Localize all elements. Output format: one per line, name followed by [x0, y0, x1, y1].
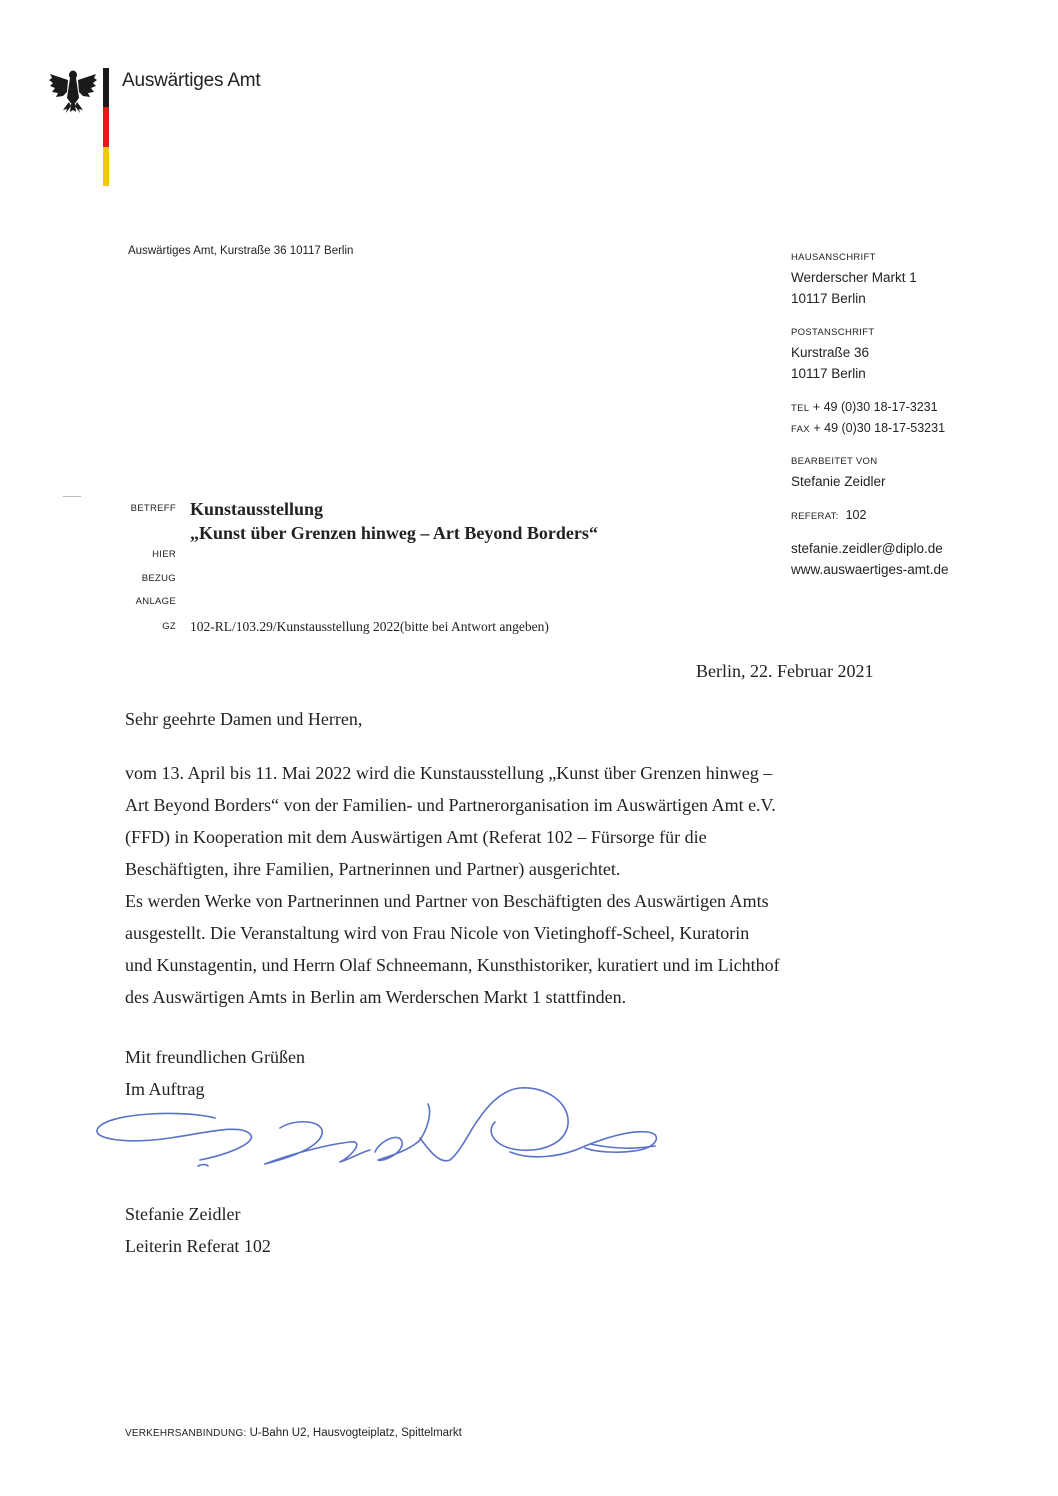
body-line: Art Beyond Borders“ von der Familien- und Partnerorganisation im Auswärtigen Amt e.V. — [125, 795, 776, 815]
referat-line — [791, 505, 866, 527]
tel-line — [791, 397, 938, 419]
footer-value: U-Bahn U2, Hausvogteiplatz, Spittelmarkt — [249, 1427, 462, 1439]
hausanschrift-line1: Werderscher Markt 1 — [791, 270, 917, 285]
flag-bar — [103, 68, 109, 186]
gz-label: GZ — [162, 621, 176, 632]
closing-greeting: Mit freundlichen Grüßen — [125, 1047, 305, 1067]
letter-date: Berlin, 22. Februar 2021 — [696, 661, 874, 681]
flag-stripe-gold — [103, 147, 109, 186]
body-line: des Auswärtigen Amts in Berlin am Werderschen Markt 1 stattfinden. — [125, 987, 627, 1007]
postanschrift-line1: Kurstraße 36 — [791, 345, 870, 360]
return-address: Auswärtiges Amt, Kurstraße 36 10117 Berlin — [128, 245, 354, 257]
fax-value: + 49 (0)30 18-17-53231 — [813, 421, 946, 435]
body-line: (FFD) in Kooperation mit dem Auswärtigen Amt (Referat 102 – Fürsorge für die — [125, 827, 707, 847]
postanschrift-line2: 10117 Berlin — [791, 366, 866, 381]
footer-transport — [125, 1427, 462, 1439]
body-line: Beschäftigten, ihre Familien, Partnerinnen und Partner) ausgerichtet. — [125, 859, 621, 879]
subject-line1: Kunstausstellung — [190, 499, 324, 519]
tel-label: TEL — [791, 403, 810, 414]
body-line: ausgestellt. Die Veranstaltung wird von Frau Nicole von Vietinghoff-Scheel, Kuratorin — [125, 923, 750, 943]
footer-label: VERKEHRSANBINDUNG: — [125, 1428, 247, 1439]
signer-name: Stefanie Zeidler — [125, 1204, 241, 1224]
body-line: vom 13. April bis 11. Mai 2022 wird die Kunstausstellung „Kunst über Grenzen hinweg – — [125, 763, 773, 783]
closing-im-auftrag: Im Auftrag — [125, 1079, 205, 1099]
gz-value: 102-RL/103.29/Kunstausstellung 2022(bitte bei Antwort angeben) — [190, 619, 549, 634]
referat-label: REFERAT: — [791, 511, 839, 522]
flag-stripe-red — [103, 107, 109, 146]
betreff-label: BETREFF — [130, 503, 176, 514]
bearbeitet-value: Stefanie Zeidler — [791, 474, 886, 489]
flag-stripe-black — [103, 68, 109, 107]
postanschrift-label: POSTANSCHRIFT — [791, 327, 875, 338]
hausanschrift-label: HAUSANSCHRIFT — [791, 252, 876, 263]
handwritten-signature — [90, 1080, 670, 1190]
bezug-label: BEZUG — [141, 573, 176, 584]
body-line: Es werden Werke von Partnerinnen und Partner von Beschäftigten des Auswärtigen Amts — [125, 891, 769, 911]
tel-value: + 49 (0)30 18-17-3231 — [812, 400, 938, 414]
salutation: Sehr geehrte Damen und Herren, — [125, 709, 363, 729]
fax-label: FAX — [791, 424, 810, 435]
website-link[interactable]: www.auswaertiges-amt.de — [791, 562, 949, 577]
hier-label: HIER — [152, 549, 176, 560]
hausanschrift-line2: 10117 Berlin — [791, 291, 866, 306]
email-link[interactable]: stefanie.zeidler@diplo.de — [791, 541, 943, 556]
signer-title: Leiterin Referat 102 — [125, 1236, 271, 1256]
subject-line2: „Kunst über Grenzen hinweg – Art Beyond Borders“ — [190, 523, 598, 543]
federal-eagle-icon — [48, 68, 98, 114]
fax-line — [791, 418, 945, 440]
signer-block — [125, 1198, 271, 1262]
body-paragraph — [125, 757, 925, 1013]
bearbeitet-label: BEARBEITET VON — [791, 456, 878, 467]
body-line: und Kunstagentin, und Herrn Olaf Schneemann, Kunsthistoriker, kuratiert und im Lichthof — [125, 955, 780, 975]
subject — [190, 497, 598, 545]
fold-mark — [63, 496, 81, 497]
org-name: Auswärtiges Amt — [122, 70, 261, 91]
anlage-label: ANLAGE — [135, 596, 176, 607]
referat-value: 102 — [845, 508, 867, 522]
